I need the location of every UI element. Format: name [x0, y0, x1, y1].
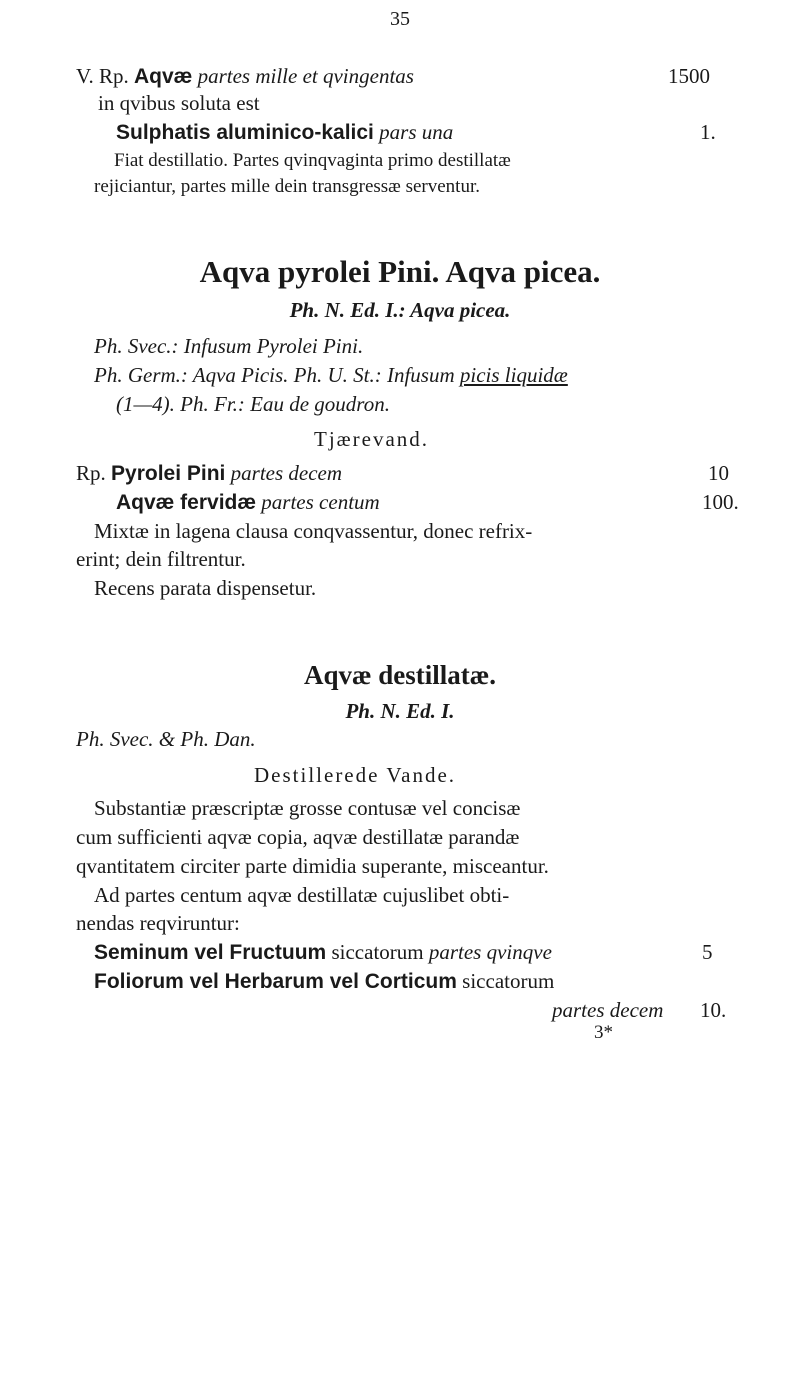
ingredient-quantity-text: partes centum	[261, 490, 380, 514]
section-heading-aqvae-destillatae: Aqvæ destillatæ.	[303, 660, 496, 690]
recipe-prefix: V. Rp.	[76, 64, 129, 88]
body-text: Recens parata dispensetur.	[94, 576, 317, 600]
section-subheading: Ph. N. Ed. I.	[345, 699, 455, 723]
ingredient-quantity-text: partes decem	[552, 998, 664, 1022]
recipe-line	[116, 490, 380, 515]
section-heading-aqva-pyrolei: Aqva pyrolei Pini. Aqva picea.	[199, 254, 601, 289]
body-text: cum sufficienti aqvæ copia, aqvæ destillatæ parandæ	[76, 825, 520, 849]
ingredient-amount: 10	[708, 461, 729, 485]
synonym-line: Ph. Svec.: Infusum Pyrolei Pini.	[94, 334, 364, 358]
ingredient-quantity-text: partes qvinqve	[428, 940, 552, 964]
ingredient-amount: 5	[702, 940, 713, 964]
ingredient-term: Sulphatis aluminico-kalici	[116, 121, 374, 144]
recipe-v-line1	[76, 64, 414, 89]
printer-signature-mark: 3*	[594, 1022, 613, 1043]
ingredient-quantity-text: pars una	[379, 120, 454, 144]
ingredient-term: Foliorum vel Herbarum vel Corticum	[94, 970, 457, 993]
synonym-line: Ph. Svec. & Ph. Dan.	[76, 727, 256, 751]
ingredient-line	[94, 969, 554, 994]
body-text: qvantitatem circiter parte dimidia superante, misceantur.	[76, 854, 549, 878]
ingredient-term: Seminum vel Fructuum	[94, 941, 327, 964]
ingredient-quantity-text: partes decem	[230, 461, 343, 485]
recipe-v-line5: rejiciantur, partes mille dein transgressæ serventur.	[94, 176, 480, 197]
ingredient-amount: 1.	[700, 120, 716, 144]
recipe-v-line3	[116, 120, 453, 145]
body-text: Mixtæ in lagena clausa conqvassentur, donec refrix-	[94, 519, 533, 543]
synonym-text-underlined: picis liquidæ	[459, 363, 568, 387]
body-text: erint; dein filtrentur.	[76, 547, 246, 571]
ingredient-term: Pyrolei Pini	[111, 462, 226, 485]
page-number: 35	[390, 8, 410, 30]
ingredient-amount: 10.	[700, 998, 727, 1022]
synonym-line: (1—4). Ph. Fr.: Eau de goudron.	[116, 392, 390, 416]
recipe-line	[76, 461, 342, 486]
ingredient-qualifier: siccatorum	[331, 940, 424, 964]
synonym-text: Ph. Germ.: Aqva Picis. Ph. U. St.: Infusum	[94, 363, 460, 387]
ingredient-qualifier: siccatorum	[462, 969, 555, 993]
danish-name: Tjærevand.	[314, 427, 430, 451]
body-text: nendas reqviruntur:	[76, 911, 240, 935]
section-subheading: Ph. N. Ed. I.: Aqva picea.	[289, 298, 511, 322]
ingredient-line	[94, 940, 552, 965]
ingredient-amount: 1500	[668, 64, 710, 88]
body-text: Substantiæ præscriptæ grosse contusæ vel concisæ	[94, 796, 521, 820]
danish-name: Destillerede Vande.	[254, 763, 457, 787]
ingredient-term: Aqvæ	[133, 65, 193, 88]
ingredient-term: Aqvæ fervidæ	[116, 491, 257, 514]
recipe-v-line2: in qvibus soluta est	[98, 91, 260, 115]
ingredient-amount: 100.	[702, 490, 739, 514]
ingredient-quantity-text: partes mille et qvingentas	[197, 64, 414, 88]
recipe-v-line4: Fiat destillatio. Partes qvinqvaginta primo destillatæ	[114, 150, 511, 171]
recipe-prefix: Rp.	[76, 461, 106, 485]
synonym-line	[94, 363, 568, 388]
body-text: Ad partes centum aqvæ destillatæ cujuslibet obti-	[94, 883, 510, 907]
